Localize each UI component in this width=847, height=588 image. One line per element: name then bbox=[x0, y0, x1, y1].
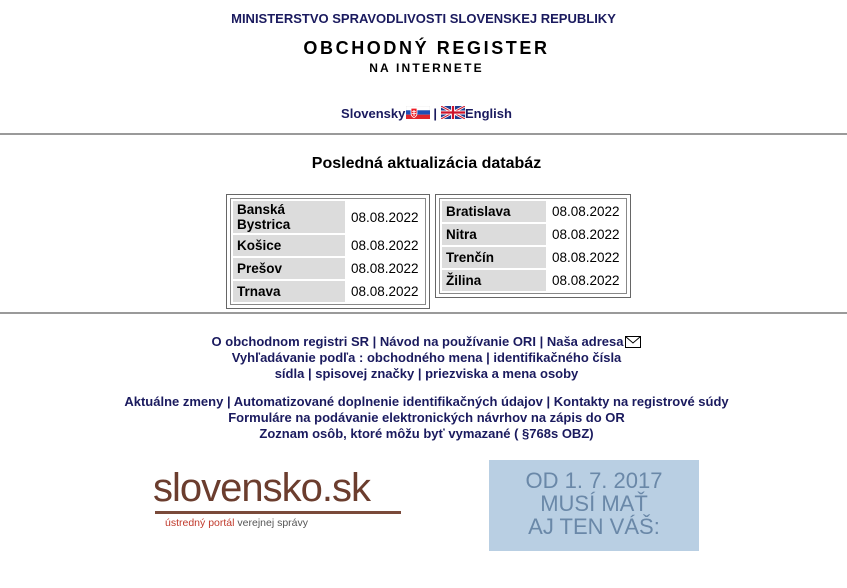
logo-sub-red: ústredný portál bbox=[165, 517, 235, 529]
language-english-link[interactable] bbox=[440, 106, 512, 121]
envelope-icon bbox=[625, 336, 641, 348]
database-table-left bbox=[226, 194, 430, 309]
table-row bbox=[442, 201, 624, 222]
logo-underline bbox=[155, 511, 401, 514]
date-cell: 08.08.2022 bbox=[347, 201, 423, 233]
search-by-person-link[interactable]: priezviska a mena osoby bbox=[425, 366, 579, 381]
ministry-name: MINISTERSTVO SPRAVODLIVOSTI SLOVENSKEJ REPUBLIKY bbox=[231, 11, 616, 26]
city-cell: Trenčín bbox=[442, 247, 546, 268]
city-cell: Žilina bbox=[442, 270, 546, 291]
banner-line-2: MUSÍ MAŤ bbox=[540, 491, 648, 516]
logo-subtitle bbox=[165, 517, 308, 529]
nav-links bbox=[0, 334, 847, 382]
our-address-link[interactable] bbox=[547, 334, 642, 349]
electronic-forms-link[interactable]: Formuláre na podávanie elektronických návrhov na zápis do OR bbox=[228, 410, 625, 425]
database-update-title: Posledná aktualizácia databáz bbox=[311, 155, 542, 172]
link-separator: | bbox=[307, 366, 312, 381]
city-cell: Trnava bbox=[233, 281, 345, 302]
table-row bbox=[233, 201, 423, 233]
date-cell: 08.08.2022 bbox=[548, 247, 624, 268]
removable-persons-link[interactable]: Zoznam osôb, ktoré môžu byť vymazané ( §768s OBZ) bbox=[259, 426, 594, 441]
auto-id-completion-link[interactable]: Automatizované doplnenie identifikačných údajov bbox=[233, 394, 543, 409]
link-separator: | bbox=[486, 350, 490, 365]
slovak-flag-icon bbox=[406, 106, 430, 119]
page-title: OBCHODNÝ REGISTER bbox=[303, 38, 550, 58]
date-cell: 08.08.2022 bbox=[347, 281, 423, 302]
date-cell: 08.08.2022 bbox=[548, 201, 624, 222]
table-row bbox=[233, 235, 423, 256]
city-cell: Banská Bystrica bbox=[233, 201, 345, 233]
our-address-label: Naša adresa bbox=[546, 334, 624, 349]
city-cell: Prešov bbox=[233, 258, 345, 279]
search-prefix-label: Vyhľadávanie podľa : bbox=[231, 350, 364, 365]
table-row bbox=[233, 258, 423, 279]
date-cell: 08.08.2022 bbox=[347, 235, 423, 256]
search-by-file-link[interactable]: spisovej značky bbox=[315, 366, 415, 381]
link-separator: | bbox=[226, 394, 231, 409]
link-separator: | bbox=[372, 334, 377, 349]
language-english-label: English bbox=[465, 106, 512, 121]
about-register-link[interactable]: O obchodnom registri SR bbox=[211, 334, 370, 349]
database-table-right bbox=[435, 194, 631, 298]
court-contacts-link[interactable]: Kontakty na registrové súdy bbox=[553, 394, 729, 409]
search-by-id-link[interactable]: identifikačného čísla bbox=[493, 350, 622, 365]
date-cell: 08.08.2022 bbox=[548, 270, 624, 291]
uk-flag-icon bbox=[441, 106, 465, 119]
current-changes-link[interactable]: Aktuálne zmeny bbox=[124, 394, 224, 409]
language-slovak-label: Slovensky bbox=[341, 106, 406, 121]
page-subtitle: NA INTERNETE bbox=[369, 61, 484, 75]
table-row bbox=[442, 247, 624, 268]
table-row bbox=[442, 224, 624, 245]
info-links bbox=[0, 394, 847, 442]
city-cell: Košice bbox=[233, 235, 345, 256]
table-row bbox=[442, 270, 624, 291]
divider-middle bbox=[0, 312, 847, 314]
table-row bbox=[233, 281, 423, 302]
eid-banner[interactable] bbox=[489, 460, 699, 551]
divider-top bbox=[0, 133, 847, 135]
date-cell: 08.08.2022 bbox=[347, 258, 423, 279]
language-switcher bbox=[0, 106, 847, 121]
language-slovak-link[interactable] bbox=[341, 106, 430, 121]
date-cell: 08.08.2022 bbox=[548, 224, 624, 245]
link-separator: | bbox=[417, 366, 422, 381]
logo-sub-gray: verejnej správy bbox=[237, 517, 309, 529]
banner-line-1: OD 1. 7. 2017 bbox=[525, 468, 663, 493]
link-separator: | bbox=[539, 334, 544, 349]
city-cell: Bratislava bbox=[442, 201, 546, 222]
logo-main-text: slovensko.sk bbox=[153, 466, 370, 510]
link-separator: | bbox=[546, 394, 551, 409]
banner-line-3: AJ TEN VÁŠ: bbox=[528, 514, 660, 539]
search-by-seat-link[interactable]: sídla bbox=[274, 366, 305, 381]
usage-guide-link[interactable]: Návod na používanie ORI bbox=[379, 334, 536, 349]
city-cell: Nitra bbox=[442, 224, 546, 245]
slovensko-sk-logo[interactable] bbox=[153, 466, 403, 530]
language-separator: | bbox=[433, 106, 437, 121]
search-by-name-link[interactable]: obchodného mena bbox=[366, 350, 483, 365]
